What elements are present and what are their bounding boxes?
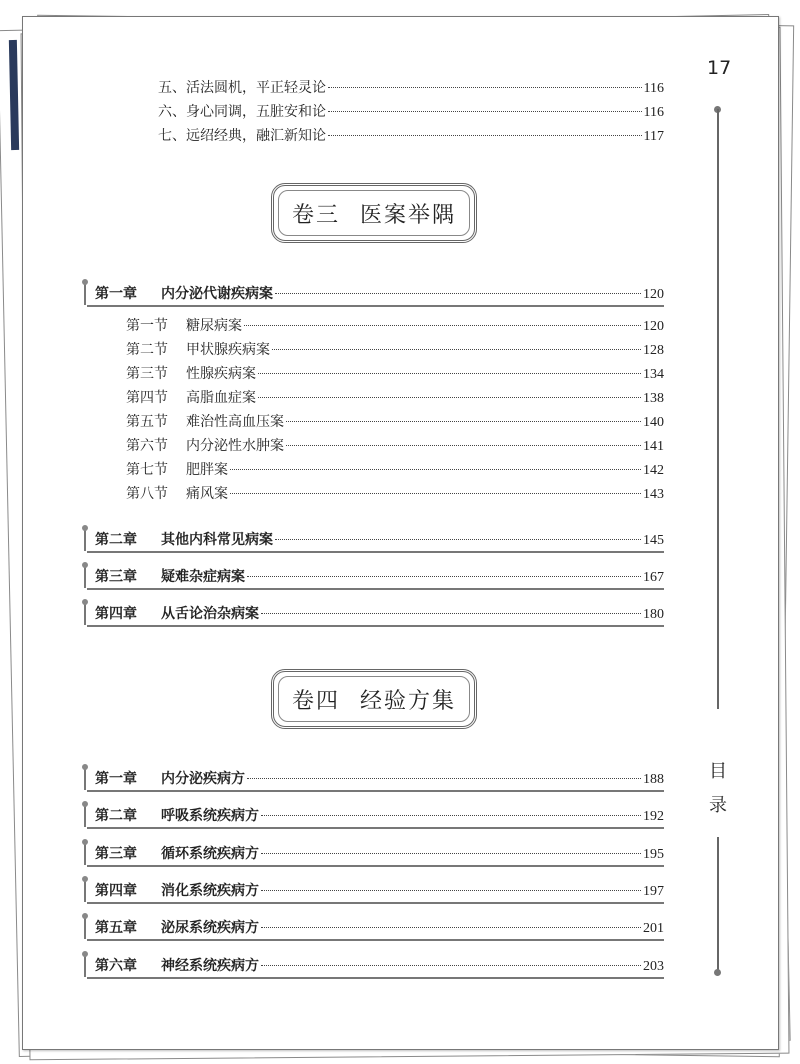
toc-chapter[interactable] <box>87 283 664 307</box>
section-number: 第七节 <box>126 462 168 478</box>
section-title: 性腺疾病案 <box>186 366 256 382</box>
leader-dots <box>258 373 641 374</box>
volume-heading <box>271 183 477 243</box>
toc-item[interactable] <box>158 77 664 97</box>
leader-dots <box>286 421 641 422</box>
volume-title: 医案举隅 <box>360 202 457 228</box>
toc-page-number: 142 <box>643 463 664 478</box>
rail-dot <box>714 969 721 976</box>
section-title: 难治性高血压案 <box>186 414 284 430</box>
toc-chapter[interactable] <box>87 880 664 904</box>
rail-line <box>717 837 719 972</box>
section-title: 高脂血症案 <box>186 390 256 406</box>
leader-dots <box>258 397 641 398</box>
section-title: 肥胖案 <box>186 462 228 478</box>
chapter-number: 第四章 <box>95 883 137 899</box>
toc-chapter[interactable] <box>87 768 664 792</box>
chapter-title: 消化系统疾病方 <box>161 883 259 899</box>
toc-item[interactable] <box>158 101 664 121</box>
section-number: 第五节 <box>126 414 168 430</box>
toc-chapter[interactable] <box>87 805 664 829</box>
section-number: 第六节 <box>126 438 168 454</box>
toc-page-number: 195 <box>643 847 664 862</box>
section-number: 第四节 <box>126 390 168 406</box>
leader-dots <box>328 87 642 88</box>
leader-dots <box>261 965 641 966</box>
pin-icon <box>84 601 86 625</box>
leader-dots <box>272 349 641 350</box>
chapter-number: 第五章 <box>95 920 137 936</box>
chapter-title: 呼吸系统疾病方 <box>161 808 259 824</box>
chapter-number: 第三章 <box>95 569 137 585</box>
toc-chapter[interactable] <box>87 529 664 553</box>
toc-page-number: 117 <box>643 129 664 144</box>
chapter-number: 第二章 <box>95 808 137 824</box>
section-title: 痛风案 <box>186 486 228 502</box>
leader-dots <box>247 778 641 779</box>
pin-icon <box>84 281 86 305</box>
toc-page-number: 203 <box>643 959 664 974</box>
toc-page-number: 120 <box>643 287 664 302</box>
chapter-title: 疑难杂症病案 <box>161 569 245 585</box>
rail-line <box>717 109 719 709</box>
toc-page-number: 128 <box>643 343 664 358</box>
chapter-title: 从舌论治杂病案 <box>161 606 259 622</box>
toc-page-number: 116 <box>643 105 664 120</box>
pin-icon <box>84 953 86 977</box>
toc-section[interactable] <box>126 459 664 479</box>
leader-dots <box>275 293 641 294</box>
leader-dots <box>328 111 642 112</box>
leader-dots <box>230 493 641 494</box>
leader-dots <box>230 469 641 470</box>
toc-page-number: 180 <box>643 607 664 622</box>
pin-icon <box>84 841 86 865</box>
section-title: 甲状腺疾病案 <box>186 342 270 358</box>
toc-page-number: 134 <box>643 367 664 382</box>
leader-dots <box>247 576 641 577</box>
pin-icon <box>84 915 86 939</box>
toc-section[interactable] <box>126 483 664 503</box>
leader-dots <box>286 445 641 446</box>
toc-section[interactable] <box>126 387 664 407</box>
toc-section[interactable] <box>126 315 664 335</box>
toc-section[interactable] <box>126 411 664 431</box>
toc-chapter[interactable] <box>87 955 664 979</box>
page-number: 17 <box>707 57 732 79</box>
toc-chapter[interactable] <box>87 603 664 627</box>
toc-page-number: 141 <box>643 439 664 454</box>
section-number: 第一节 <box>126 318 168 334</box>
toc-title: 六、身心同调，五脏安和论 <box>158 105 326 120</box>
section-number: 第八节 <box>126 486 168 502</box>
toc-chapter[interactable] <box>87 843 664 867</box>
toc-title: 五、活法圆机，平正轻灵论 <box>158 81 326 96</box>
chapter-number: 第三章 <box>95 846 137 862</box>
section-title: 糖尿病案 <box>186 318 242 334</box>
toc-page-number: 140 <box>643 415 664 430</box>
chapter-number: 第四章 <box>95 606 137 622</box>
toc-page <box>22 16 779 1050</box>
toc-section[interactable] <box>126 339 664 359</box>
chapter-title: 内分泌疾病方 <box>161 771 245 787</box>
leader-dots <box>261 815 641 816</box>
toc-page-number: 120 <box>643 319 664 334</box>
side-label-char: 录 <box>709 795 727 816</box>
chapter-title: 内分泌代谢疾病案 <box>161 286 273 302</box>
leader-dots <box>261 927 641 928</box>
volume-label: 卷三 <box>291 202 340 228</box>
toc-section[interactable] <box>126 435 664 455</box>
toc-page-number: 138 <box>643 391 664 406</box>
section-number: 第三节 <box>126 366 168 382</box>
chapter-number: 第一章 <box>95 771 137 787</box>
side-label-char: 目 <box>709 761 727 782</box>
pin-icon <box>84 766 86 790</box>
chapter-title: 循环系统疾病方 <box>161 846 259 862</box>
section-number: 第二节 <box>126 342 168 358</box>
chapter-number: 第一章 <box>95 286 137 302</box>
leader-dots <box>261 853 641 854</box>
toc-page-number: 116 <box>643 81 664 96</box>
volume-heading <box>271 669 477 729</box>
pin-icon <box>84 803 86 827</box>
chapter-number: 第二章 <box>95 532 137 548</box>
toc-title: 七、远绍经典，融汇新知论 <box>158 129 326 144</box>
section-title: 内分泌性水肿案 <box>186 438 284 454</box>
toc-page-number: 197 <box>643 884 664 899</box>
leader-dots <box>328 135 642 136</box>
chapter-number: 第六章 <box>95 958 137 974</box>
toc-page-number: 188 <box>643 772 664 787</box>
volume-title: 经验方集 <box>360 688 457 714</box>
chapter-title: 神经系统疾病方 <box>161 958 259 974</box>
chapter-title: 泌尿系统疾病方 <box>161 920 259 936</box>
toc-page-number: 143 <box>643 487 664 502</box>
pin-icon <box>84 527 86 551</box>
pin-icon <box>84 878 86 902</box>
toc-page-number: 201 <box>643 921 664 936</box>
volume-label: 卷四 <box>291 688 340 714</box>
leader-dots <box>261 613 641 614</box>
toc-page-number: 192 <box>643 809 664 824</box>
chapter-title: 其他内科常见病案 <box>161 532 273 548</box>
leader-dots <box>261 890 641 891</box>
toc-item[interactable] <box>158 125 664 145</box>
toc-chapter[interactable] <box>87 566 664 590</box>
toc-page-number: 167 <box>643 570 664 585</box>
toc-page-number: 145 <box>643 533 664 548</box>
toc-section[interactable] <box>126 363 664 383</box>
pin-icon <box>84 564 86 588</box>
leader-dots <box>244 325 641 326</box>
toc-chapter[interactable] <box>87 917 664 941</box>
leader-dots <box>275 539 641 540</box>
